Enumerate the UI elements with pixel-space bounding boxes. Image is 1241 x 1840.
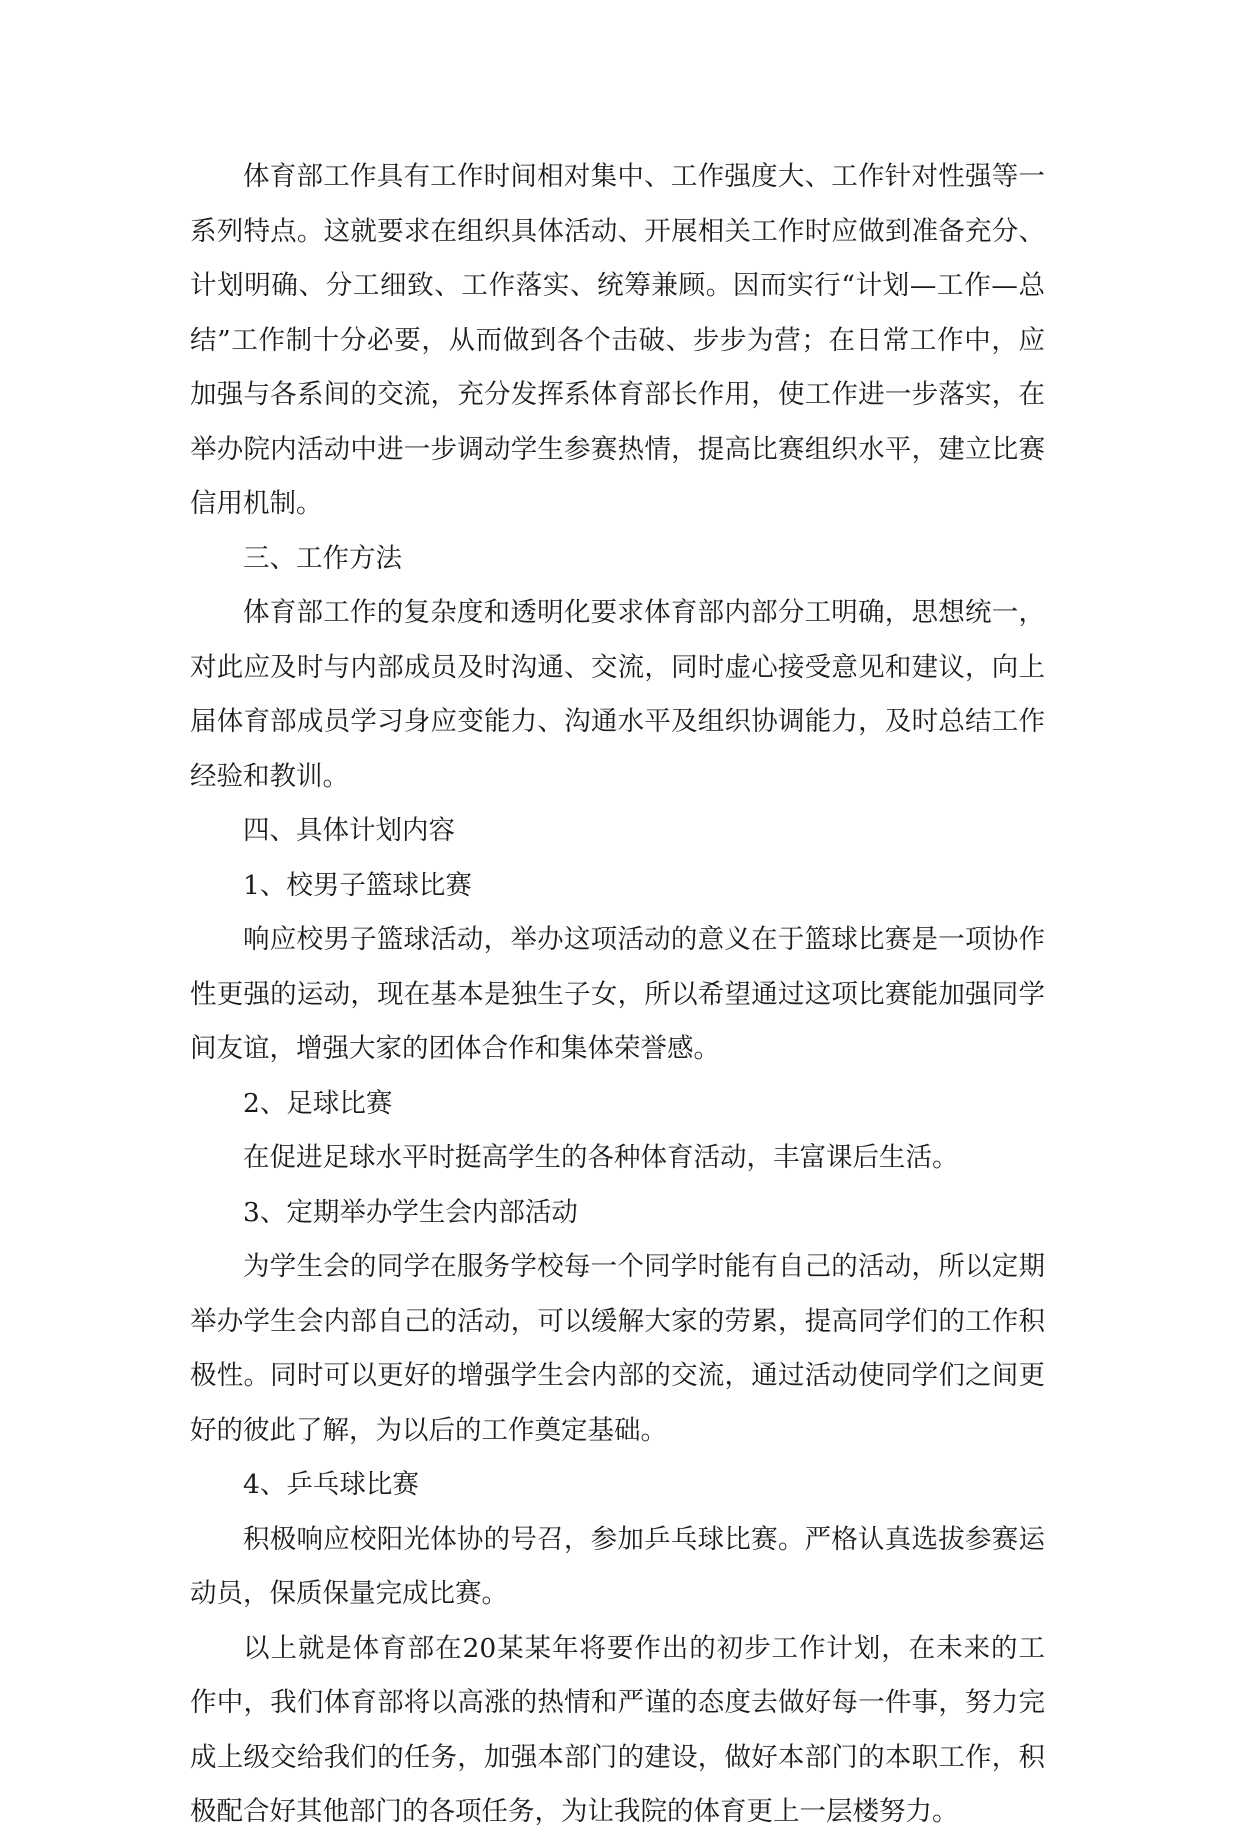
item-heading-football: 2、足球比赛: [243, 1087, 393, 1119]
paragraph-work-characteristics: 体育部工作具有工作时间相对集中、工作强度大、工作针对性强等一系列特点。这就要求在组织具体活动、开展相关工作时应做到准备充分、计划明确、分工细致、工作落实、统筹兼顾。因而实行“计划—工作—总结”工作制十分必要，从而做到各个击破、步步为营；在日常工作中，应加强与各系间的交流，充分发挥系体育部长作用，使工作进一步落实，在举办院内活动中进一步调动学生参赛热情，提高比赛组织水平，建立比赛信用机制。: [190, 161, 1045, 519]
item-heading-table-tennis: 4、乒乓球比赛: [243, 1469, 419, 1500]
paragraph-basketball: 响应校男子篮球活动，举办这项活动的意义在于篮球比赛是一项协作性更强的运动，现在基本是独生子女，所以希望通过这项比赛能加强同学间友谊，增强大家的团体合作和集体荣誉感。: [190, 924, 1045, 1064]
paragraph-conclusion: 以上就是体育部在20某某年将要作出的初步工作计划，在未来的工作中，我们体育部将以高涨的热情和严谨的态度去做好每一件事，努力完成上级交给我们的任务，加强本部门的建设，做好本部门的本职工作，积极配合好其他部门的各项任务，为让我院的体育更上一层楼努力。: [190, 1632, 1045, 1827]
paragraph-work-methods: 体育部工作的复杂度和透明化要求体育部内部分工明确，思想统一，对此应及时与内部成员及时沟通、交流，同时虚心接受意见和建议，向上届体育部成员学习身应变能力、沟通水平及组织协调能力，及时总结工作经验和教训。: [190, 597, 1045, 792]
paragraph-table-tennis: 积极响应校阳光体协的号召，参加乒乓球比赛。严格认真选拔参赛运动员，保质保量完成比赛。: [190, 1523, 1045, 1609]
document-page: [190, 150, 1045, 1840]
item-heading-basketball: 1、校男子篮球比赛: [243, 869, 472, 901]
section-heading-work-methods: 三、工作方法: [243, 542, 402, 574]
paragraph-internal-activities: 为学生会的同学在服务学校每一个同学时能有自己的活动，所以定期举办学生会内部自己的活动，可以缓解大家的劳累，提高同学们的工作积极性。同时可以更好的增强学生会内部的交流，通过活动使同学们之间更好的彼此了解，为以后的工作奠定基础。: [190, 1251, 1045, 1446]
section-heading-plan-contents: 四、具体计划内容: [243, 815, 455, 846]
item-heading-internal-activities: 3、定期举办学生会内部活动: [243, 1196, 578, 1228]
paragraph-football: 在促进足球水平时挺高学生的各种体育活动，丰富课后生活。: [243, 1142, 959, 1173]
